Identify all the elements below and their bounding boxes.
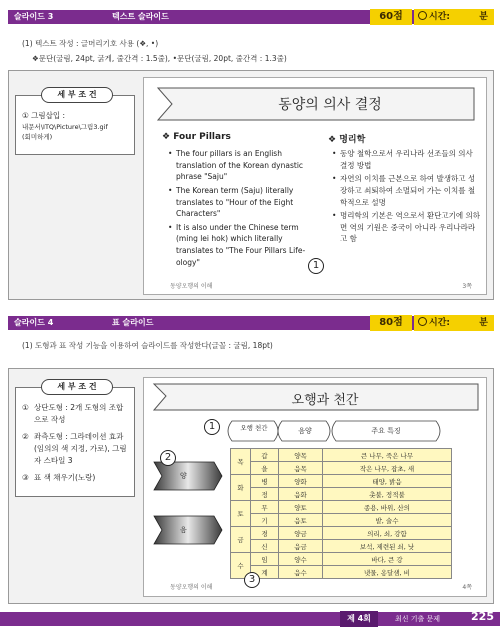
cheongan-cell: 기 bbox=[251, 514, 279, 527]
table-row bbox=[231, 501, 452, 514]
section2-frame bbox=[8, 368, 494, 604]
slide-footer-left: 동양오행의 이해 bbox=[170, 283, 213, 290]
time-badge: 시간: 분 bbox=[414, 9, 494, 25]
slide-type-title: 표 슬라이드 bbox=[112, 318, 154, 327]
eumyang-cell: 음토 bbox=[279, 514, 323, 527]
round-badge: 제 4회 bbox=[340, 611, 378, 627]
slide-title: 동양의 의사 결정 bbox=[278, 97, 382, 113]
left-shapes bbox=[150, 452, 230, 572]
feature-cell: 냇물, 옹달샘, 비 bbox=[323, 566, 452, 579]
marker-1: 1 bbox=[308, 258, 324, 274]
eumyang-cell: 양수 bbox=[279, 553, 323, 566]
right-heading: ❖ 명리학 bbox=[328, 135, 366, 145]
table-row bbox=[231, 488, 452, 501]
marker-2: 2 bbox=[160, 450, 176, 466]
left-shape-1: 양 bbox=[180, 472, 187, 480]
page-footer-bar bbox=[0, 612, 500, 626]
left-shape-2: 음 bbox=[180, 526, 187, 534]
left-bullet-3: • It is also under the Chinese term (ming lei hok) which literally translates to "The Four Pillars Life-ology" bbox=[176, 222, 316, 269]
marker-1: 1 bbox=[204, 419, 220, 435]
clock-icon bbox=[418, 11, 427, 20]
left-bullet-2: • The Korean term (Saju) literally translates to "Hour of the Eight Characters" bbox=[176, 185, 316, 220]
element-cell: 목 bbox=[231, 449, 251, 475]
feature-cell: 밭, 술수 bbox=[323, 514, 452, 527]
chapter-label: 최신 기출 문제 bbox=[394, 615, 440, 623]
element-cell: 금 bbox=[231, 527, 251, 553]
feature-cell: 태양, 밝음 bbox=[323, 475, 452, 488]
cheongan-cell: 갑 bbox=[251, 449, 279, 462]
section1-header bbox=[8, 10, 494, 24]
table-row bbox=[231, 449, 452, 462]
slide-tag: 슬라이드 3 bbox=[14, 12, 54, 21]
slide-3 bbox=[143, 77, 487, 295]
ohaeng-table bbox=[230, 448, 452, 579]
slide-title: 오행과 천간 bbox=[291, 393, 359, 408]
condition-item: ① 그림삽입 : bbox=[22, 111, 66, 120]
cheongan-cell: 병 bbox=[251, 475, 279, 488]
slide-footer-right: 3쪽 bbox=[462, 283, 472, 290]
slide-footer-right: 4쪽 bbox=[462, 584, 472, 591]
slide-4 bbox=[143, 377, 487, 597]
instruction-line-2: ❖문단(굴림, 24pt, 굵게, 줄간격 : 1.5줄), •문단(굴림, 20pt, 줄간격 : 1.3줄) bbox=[32, 54, 287, 63]
feature-cell: 종용, 바위, 산의 bbox=[323, 501, 452, 514]
slide-type-title: 텍스트 슬라이드 bbox=[112, 12, 169, 21]
conditions-title: 세 부 조 건 bbox=[41, 87, 113, 103]
header-shape-1: 오행 천간 bbox=[240, 424, 268, 432]
conditions-box bbox=[15, 95, 135, 155]
eumyang-cell: 양목 bbox=[279, 449, 323, 462]
header-shape-2: 음양 bbox=[298, 427, 312, 435]
eumyang-cell: 음수 bbox=[279, 566, 323, 579]
section2-header bbox=[8, 316, 494, 330]
element-cell: 화 bbox=[231, 475, 251, 501]
cheongan-cell: 을 bbox=[251, 462, 279, 475]
table-row bbox=[231, 514, 452, 527]
page-number: 225 bbox=[471, 610, 494, 623]
eumyang-cell: 음목 bbox=[279, 462, 323, 475]
time-badge: 시간: 분 bbox=[414, 315, 494, 331]
feature-cell: 바다, 큰 강 bbox=[323, 553, 452, 566]
cheongan-cell: 경 bbox=[251, 527, 279, 540]
left-bullet-list bbox=[176, 148, 316, 268]
eumyang-cell: 음금 bbox=[279, 540, 323, 553]
cheongan-cell: 계 bbox=[251, 566, 279, 579]
left-bullet-1: • The four pillars is an English translation of the Korean dynastic phrase "Saju" bbox=[176, 148, 316, 183]
right-bullet-1: • 동양 철학으로서 우리나라 선조들의 의사 결정 방법 bbox=[340, 148, 480, 171]
element-cell: 수 bbox=[231, 553, 251, 579]
table-row bbox=[231, 475, 452, 488]
cheongan-cell: 정 bbox=[251, 488, 279, 501]
cheongan-cell: 무 bbox=[251, 501, 279, 514]
condition-note: (회미하게) bbox=[22, 133, 53, 142]
feature-cell: 보석, 제련된 쇠, 낫 bbox=[323, 540, 452, 553]
clock-icon bbox=[418, 317, 427, 326]
conditions-title: 세 부 조 건 bbox=[41, 379, 113, 395]
condition-path: 내문서\ITQ\Picture\그림3.gif bbox=[22, 123, 108, 131]
right-bullet-list bbox=[340, 148, 480, 245]
right-bullet-2: • 자연의 이치를 근본으로 하여 발생하고 성장하고 쇠퇴하여 소멸되어 가는 이치를 철학적으로 설명 bbox=[340, 173, 480, 208]
left-heading: ❖ Four Pillars bbox=[162, 132, 231, 142]
cheongan-cell: 임 bbox=[251, 553, 279, 566]
condition-item-2: ② 좌측도형 : 그라데이션 효과(임의의 색 지정, 가로), 그림자 스타일 3 bbox=[22, 432, 127, 465]
feature-cell: 큰 나무, 죽은 나무 bbox=[323, 449, 452, 462]
table-row bbox=[231, 566, 452, 579]
eumyang-cell: 양금 bbox=[279, 527, 323, 540]
table-row bbox=[231, 527, 452, 540]
feature-cell: 작은 나무, 잡초, 새 bbox=[323, 462, 452, 475]
condition-item-1: ① 상단도형 : 2개 도형의 조합으로 작성 bbox=[22, 403, 124, 424]
right-bullet-3: • 명리학의 기본은 역으로서 환단고기에 의하면 역의 기원은 중국이 아니라 우리나라라고 함 bbox=[340, 210, 480, 245]
eumyang-cell: 양토 bbox=[279, 501, 323, 514]
cheongan-cell: 신 bbox=[251, 540, 279, 553]
table-row bbox=[231, 553, 452, 566]
marker-3: 3 bbox=[244, 572, 260, 588]
eumyang-cell: 양화 bbox=[279, 475, 323, 488]
eumyang-cell: 음화 bbox=[279, 488, 323, 501]
header-shape-3: 주요 특징 bbox=[371, 427, 401, 435]
slide-tag: 슬라이드 4 bbox=[14, 318, 54, 327]
points-badge: 60점 bbox=[370, 9, 412, 25]
feature-cell: 의리, 쇠, 강함 bbox=[323, 527, 452, 540]
table-row bbox=[231, 540, 452, 553]
element-cell: 토 bbox=[231, 501, 251, 527]
table-row bbox=[231, 462, 452, 475]
conditions-box bbox=[15, 387, 135, 497]
feature-cell: 촛불, 정적불 bbox=[323, 488, 452, 501]
section1-frame bbox=[8, 70, 494, 300]
instruction-line-1: (1) 텍스트 작성 : 글머리기호 사용 (❖, •) bbox=[22, 39, 159, 48]
slide-footer-left: 동양오행의 이해 bbox=[170, 584, 213, 591]
instruction-line: (1) 도형과 표 작성 기능을 이용하여 슬라이드를 작성한다(글꼴 : 굴림, 18pt) bbox=[22, 341, 273, 350]
points-badge: 80점 bbox=[370, 315, 412, 331]
condition-item-3: ③ 표 색 채우기(노랑) bbox=[22, 473, 96, 483]
